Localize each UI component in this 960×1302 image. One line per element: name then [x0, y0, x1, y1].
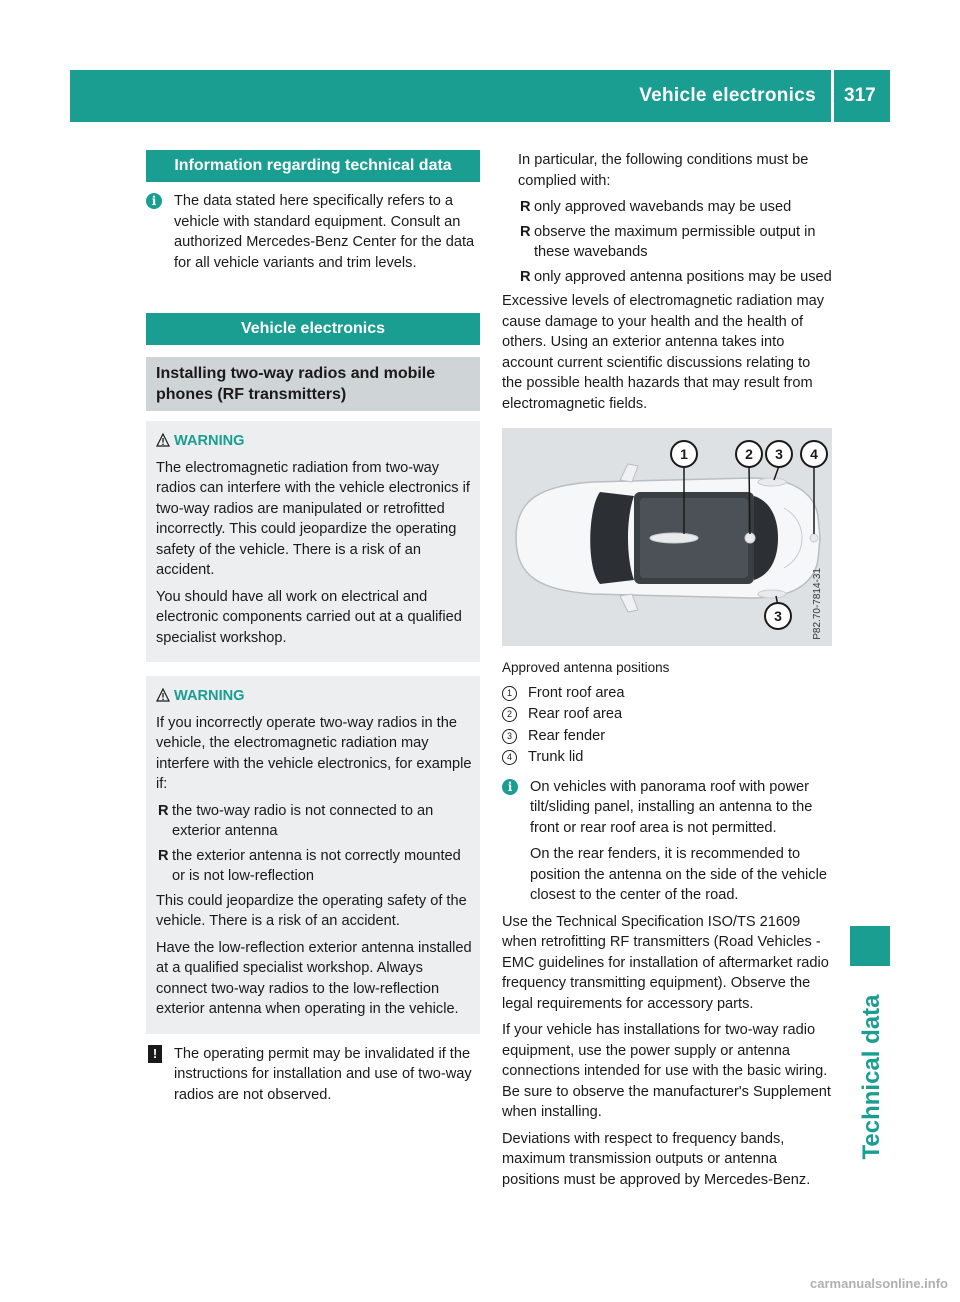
warning1-para: You should have all work on electrical and electronic components carried out at a qualified specialist workshop.	[156, 588, 462, 646]
number-badge: 2	[502, 707, 517, 722]
page-header	[70, 70, 890, 122]
list-item: R only approved antenna positions may be used	[520, 268, 832, 285]
info-note-text: On vehicles with panorama roof with power tilt/sliding panel, installing an antenna to the front or rear roof area is not permitted.	[530, 778, 813, 836]
callout-marker: 3	[765, 440, 793, 468]
figure-code: P82.70-7814-31	[811, 568, 823, 640]
car-antenna-figure	[502, 428, 832, 646]
sub-heading: Installing two-way radios and mobile phones (RF transmitters)	[146, 357, 480, 411]
header-divider	[831, 70, 834, 122]
list-item: 2 Rear roof area	[502, 704, 832, 725]
body-para: Use the Technical Specification ISO/TS 21609 when retrofitting RF transmitters (Road Vehicles - EMC guidelines for installation of aftermarket radio frequency transmitting equipment). Observe the legal requirements for accessory parts.	[502, 913, 829, 1012]
list-item: R only approved wavebands may be used	[520, 199, 792, 215]
side-tab-marker	[850, 926, 890, 966]
page-number: 317	[844, 85, 876, 106]
notice	[146, 1044, 480, 1106]
number-badge: 3	[502, 729, 517, 744]
warning-box-1	[146, 421, 480, 662]
right-column	[502, 150, 832, 1196]
header-title: Vehicle electronics	[639, 85, 816, 106]
warning-triangle-icon	[156, 433, 170, 447]
section-heading: Vehicle electronics	[146, 313, 480, 345]
radiation-para: Excessive levels of electromagnetic radiation may cause damage to your health and the health of others. Using an exterior antenna takes into account current scientific discussions relating to the possible health hazards that may result from electromagnetic fields.	[502, 293, 825, 412]
conditions-intro: In particular, the following conditions must be complied with:	[518, 152, 809, 189]
figure-caption: Approved antenna positions	[502, 660, 670, 675]
info-note-text: On the rear fenders, it is recommended to position the antenna on the side of the vehicle closest to the center of the road.	[530, 846, 827, 903]
notice-text: The operating permit may be invalidated if the instructions for installation and use of two-way radios are not observed.	[174, 1045, 472, 1103]
warning-label-1: WARNING	[156, 431, 472, 452]
warning-box-2	[146, 676, 480, 1034]
callout-marker: 2	[735, 440, 763, 468]
warning1-para: The electromagnetic radiation from two-way radios can interfere with the vehicle electronics if two-way radios are manipulated or retrofitted incorrectly. This could jeopardize the operating safety of the vehicle. There is a risk of an accident.	[156, 459, 470, 578]
left-column	[146, 150, 480, 1105]
callout-marker: 1	[670, 440, 698, 468]
callout-marker: 4	[800, 440, 828, 468]
warning2-intro: If you incorrectly operate two-way radios in the vehicle, the electromagnetic radiation may interfere with the vehicle electronics, for example if:	[156, 714, 472, 792]
warning2-para: This could jeopardize the operating safety of the vehicle. There is a risk of an accident.	[156, 892, 467, 929]
callout-marker: 3	[764, 602, 792, 630]
info-heading: Information regarding technical data	[146, 150, 480, 182]
number-badge: 4	[502, 750, 517, 765]
list-item: 3 Rear fender	[502, 726, 832, 747]
body-para: If your vehicle has installations for two-way radio equipment, use the power supply or antenna connections intended for use with the basic wiring. Be sure to observe the manufacturer's Supplement when installing.	[502, 1022, 831, 1120]
warning-label-2: WARNING	[156, 686, 472, 707]
side-tab	[852, 962, 892, 1192]
watermark: carmanualsonline.info	[810, 1275, 948, 1291]
info-icon: i	[146, 193, 162, 209]
info-icon: i	[502, 779, 518, 795]
body-para: Deviations with respect to frequency bands, maximum transmission outputs or antenna positions must be approved by Mercedes-Benz.	[502, 1130, 811, 1188]
list-item: 1 Front roof area	[502, 683, 832, 704]
info-note-text: The data stated here specifically refers to a vehicle with standard equipment. Consult an authorized Mercedes-Benz Center for the data for all vehicle variants and trim levels.	[174, 193, 475, 271]
side-tab-label: Technical data	[857, 994, 885, 1160]
exclamation-icon: !	[148, 1045, 162, 1063]
info-note	[502, 777, 832, 906]
list-item: R the two-way radio is not connected to an exterior antenna	[158, 802, 434, 839]
warning2-para: Have the low-reflection exterior antenna installed at a qualified specialist workshop. Always connect two-way radios to the low-reflection exterior antenna when operating in the vehicle.	[156, 939, 472, 1017]
list-item: 4 Trunk lid	[502, 747, 832, 768]
number-badge: 1	[502, 686, 517, 701]
warning-triangle-icon	[156, 688, 170, 702]
info-note	[146, 191, 480, 273]
list-item: R observe the maximum permissible output in these wavebands	[520, 223, 816, 260]
list-item: R the exterior antenna is not correctly mounted or is not low-reflection	[158, 847, 461, 884]
